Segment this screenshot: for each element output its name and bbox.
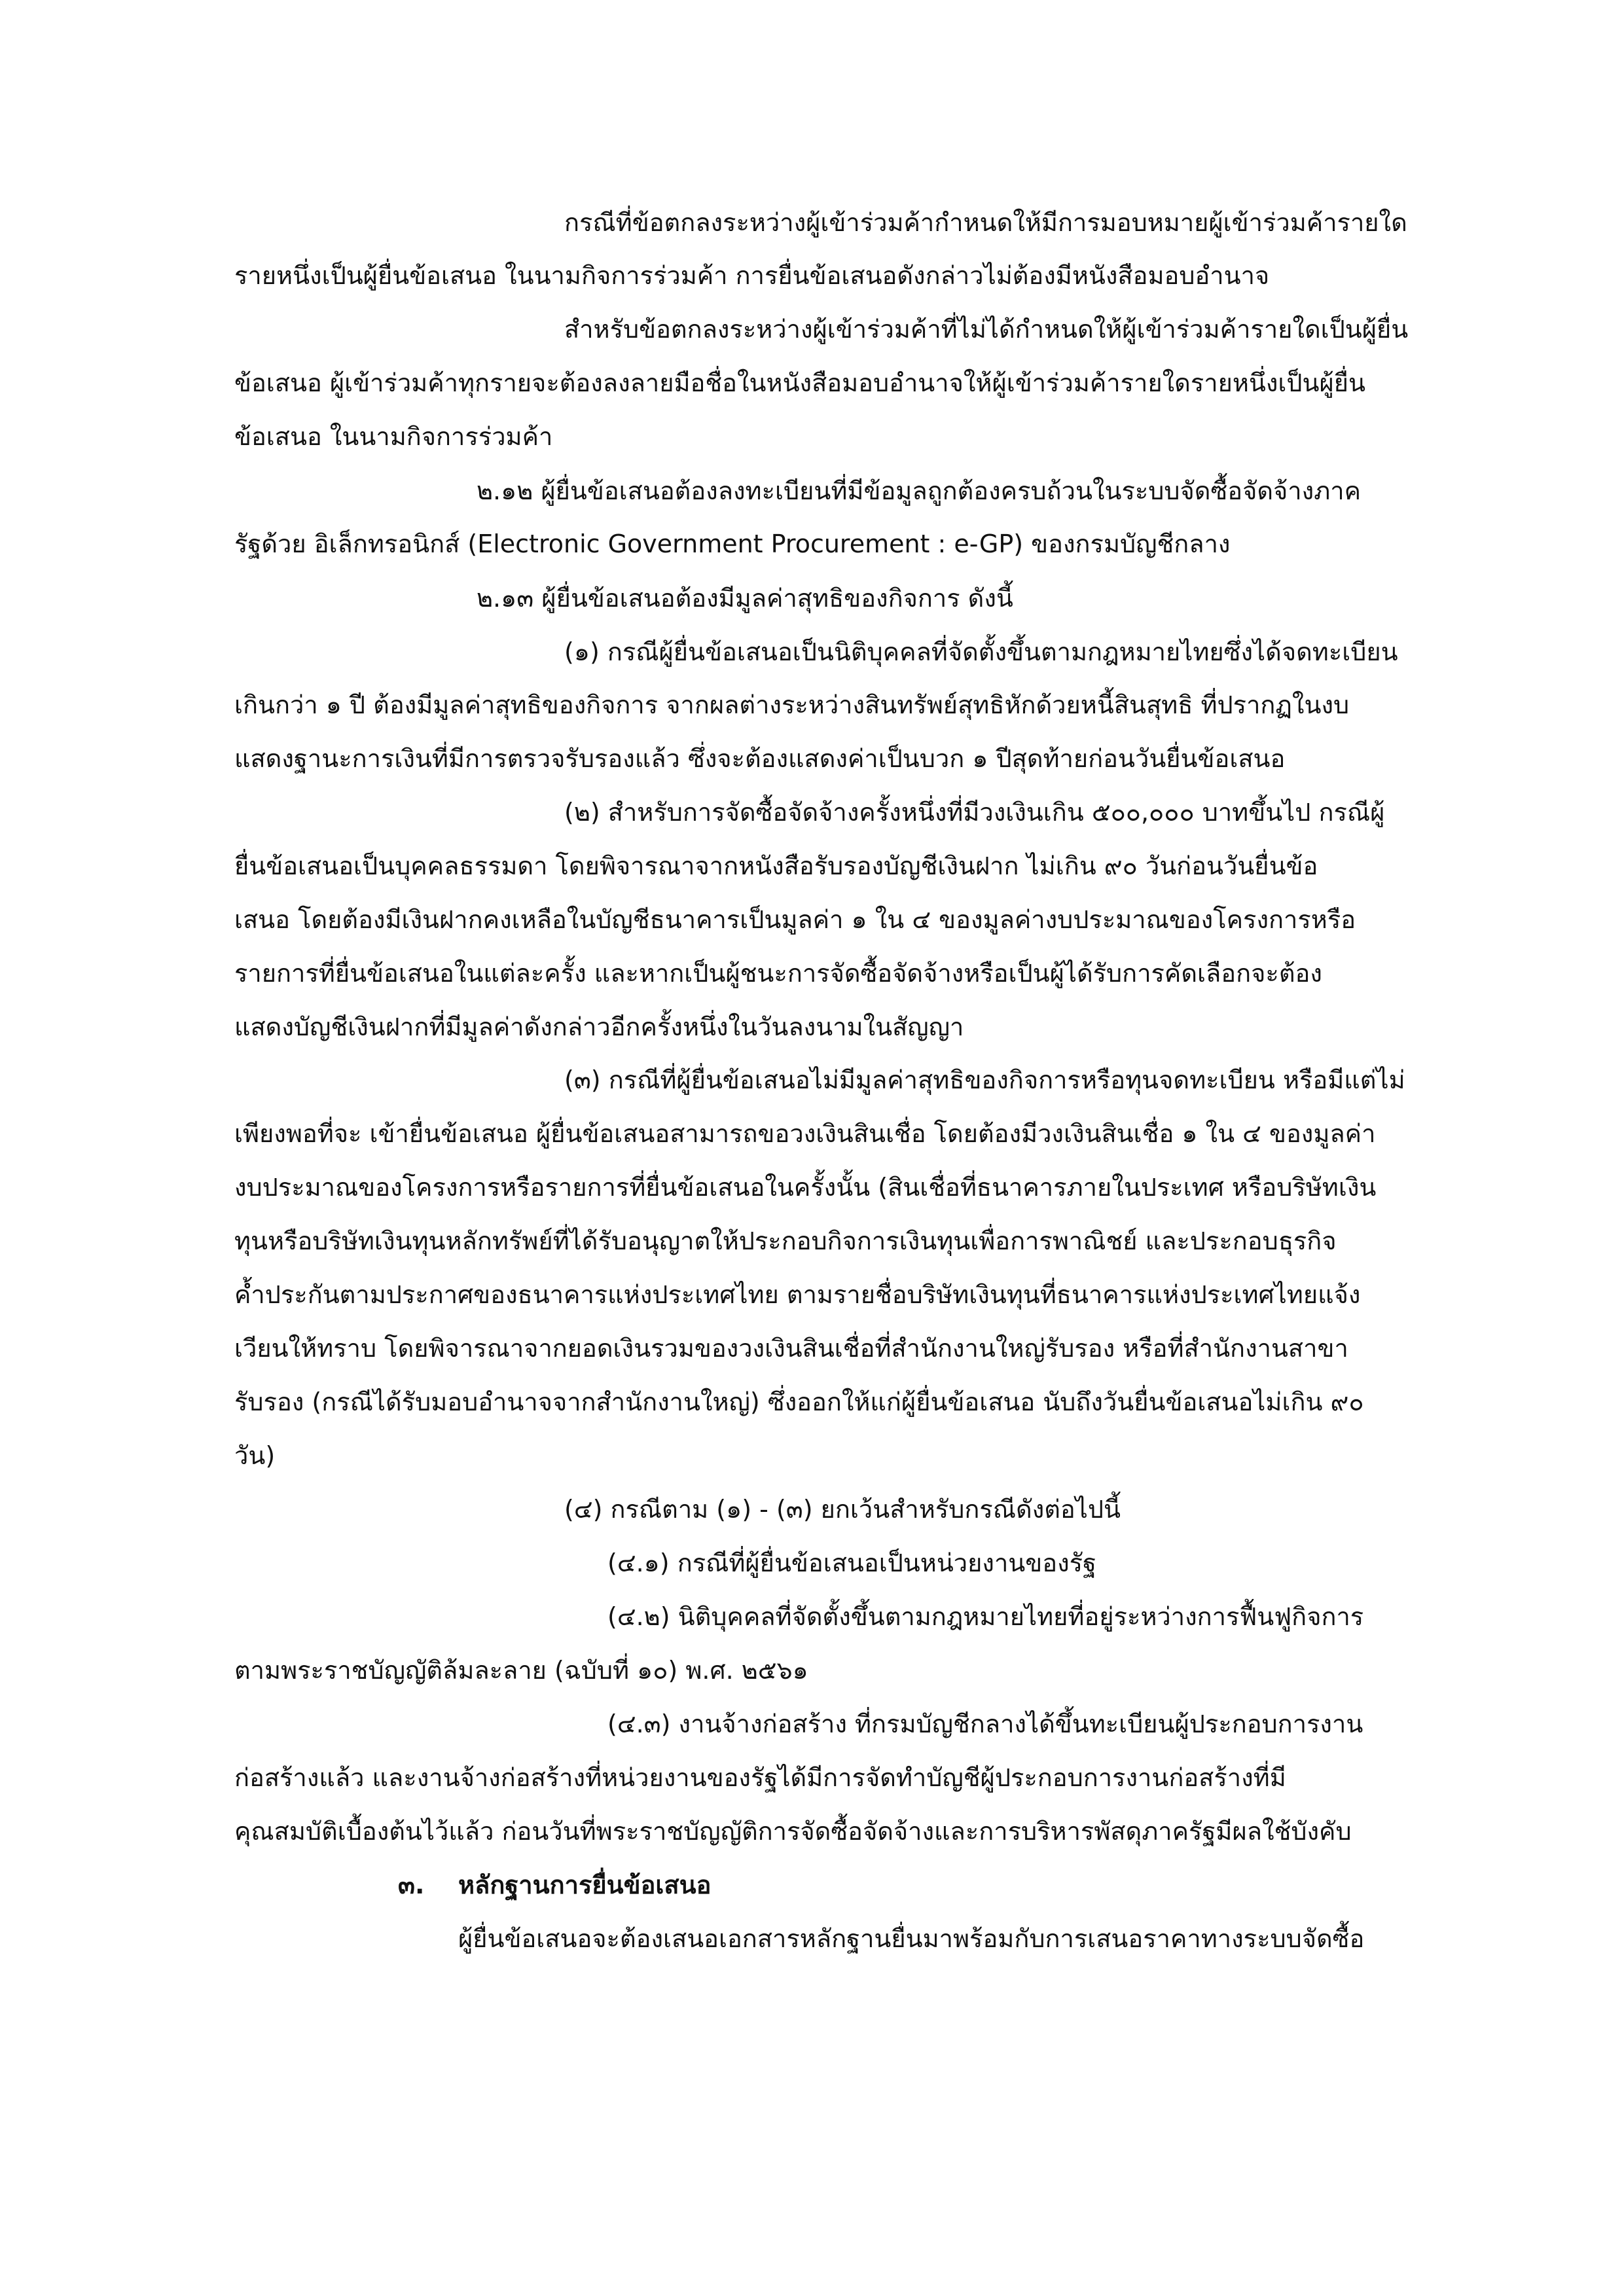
paragraph-line: งบประมาณของโครงการหรือรายการที่ยื่นข้อเสนอในครั้งนั้น (สินเชื่อที่ธนาคารภายในประเทศ หรือบริษัทเงิน xyxy=(234,1173,1377,1202)
paragraph-line: (๒) สำหรับการจัดซื้อจัดจ้างครั้งหนึ่งที่มีวงเงินเกิน ๕๐๐,๐๐๐ บาทขึ้นไป กรณีผู้ xyxy=(564,798,1385,827)
paragraph-line: ข้อเสนอ ผู้เข้าร่วมค้าทุกรายจะต้องลงลายมือชื่อในหนังสือมอบอำนาจให้ผู้เข้าร่วมค้ารายใดรายหนึ่งเป็นผู้ยื่น xyxy=(234,368,1366,397)
paragraph-line: แสดงบัญชีเงินฝากที่มีมูลค่าดังกล่าวอีกครั้งหนึ่งในวันลงนามในสัญญา xyxy=(234,1013,964,1041)
paragraph-line: เสนอ โดยต้องมีเงินฝากคงเหลือในบัญชีธนาคารเป็นมูลค่า ๑ ใน ๔ ของมูลค่างบประมาณของโครงการหรือ xyxy=(234,905,1356,934)
paragraph-line: รายหนึ่งเป็นผู้ยื่นข้อเสนอ ในนามกิจการร่วมค้า การยื่นข้อเสนอดังกล่าวไม่ต้องมีหนังสือมอบอำนาจ xyxy=(234,261,1270,290)
paragraph-line: วัน) xyxy=(234,1441,276,1470)
paragraph-line: ยื่นข้อเสนอเป็นบุคคลธรรมดา โดยพิจารณาจากหนังสือรับรองบัญชีเงินฝาก ไม่เกิน ๙๐ วันก่อนวันยื่นข้อ xyxy=(234,852,1318,880)
paragraph-line: (๔.๑) กรณีที่ผู้ยื่นข้อเสนอเป็นหน่วยงานของรัฐ xyxy=(607,1549,1097,1577)
paragraph-line: คุณสมบัติเบื้องต้นไว้แล้ว ก่อนวันที่พระราชบัญญัติการจัดซื้อจัดจ้างและการบริหารพัสดุภาครัฐมีผลใช้บังคับ xyxy=(234,1817,1352,1846)
paragraph-line: ผู้ยื่นข้อเสนอจะต้องเสนอเอกสารหลักฐานยื่นมาพร้อมกับการเสนอราคาทางระบบจัดซื้อ xyxy=(458,1924,1365,1953)
paragraph-line: รับรอง (กรณีได้รับมอบอำนาจจากสำนักงานใหญ่) ซึ่งออกให้แก่ผู้ยื่นข้อเสนอ นับถึงวันยื่นข้อเสนอไม่เกิน ๙๐ xyxy=(234,1388,1364,1416)
paragraph-line: ทุนหรือบริษัทเงินทุนหลักทรัพย์ที่ได้รับอนุญาตให้ประกอบกิจการเงินทุนเพื่อการพาณิชย์ และประกอบธุรกิจ xyxy=(234,1227,1337,1255)
paragraph-line: (๑) กรณีผู้ยื่นข้อเสนอเป็นนิติบุคคลที่จัดตั้งขึ้นตามกฎหมายไทยซึ่งได้จดทะเบียน xyxy=(564,637,1398,666)
paragraph-line: (๔.๒) นิติบุคคลที่จัดตั้งขึ้นตามกฎหมายไทยที่อยู่ระหว่างการฟื้นฟูกิจการ xyxy=(607,1602,1364,1631)
section-heading: หลักฐานการยื่นข้อเสนอ xyxy=(458,1871,712,1899)
paragraph-line: เวียนให้ทราบ โดยพิจารณาจากยอดเงินรวมของวงเงินสินเชื่อที่สำนักงานใหญ่รับรอง หรือที่สำนักงานสาขา xyxy=(234,1334,1348,1363)
clause-2-13: ๒.๑๓ ผู้ยื่นข้อเสนอต้องมีมูลค่าสุทธิของกิจการ ดังนี้ xyxy=(477,584,1013,613)
paragraph-line: สำหรับข้อตกลงระหว่างผู้เข้าร่วมค้าที่ไม่ได้กำหนดให้ผู้เข้าร่วมค้ารายใดเป็นผู้ยื่น xyxy=(564,315,1409,344)
paragraph-line: กรณีที่ข้อตกลงระหว่างผู้เข้าร่วมค้ากำหนดให้มีการมอบหมายผู้เข้าร่วมค้ารายใด xyxy=(564,208,1407,237)
paragraph-line: (๔) กรณีตาม (๑) - (๓) ยกเว้นสำหรับกรณีดังต่อไปนี้ xyxy=(564,1495,1121,1524)
paragraph-line: (๓) กรณีที่ผู้ยื่นข้อเสนอไม่มีมูลค่าสุทธิของกิจการหรือทุนจดทะเบียน หรือมีแต่ไม่ xyxy=(564,1066,1405,1094)
paragraph-line: (๔.๓) งานจ้างก่อสร้าง ที่กรมบัญชีกลางได้ขึ้นทะเบียนผู้ประกอบการงาน xyxy=(607,1710,1363,1738)
paragraph-line: รายการที่ยื่นข้อเสนอในแต่ละครั้ง และหากเป็นผู้ชนะการจัดซื้อจัดจ้างหรือเป็นผู้ได้รับการคัดเลือกจะต้อง xyxy=(234,959,1322,988)
paragraph-line: รัฐด้วย อิเล็กทรอนิกส์ (Electronic Government Procurement : e-GP) ของกรมบัญชีกลาง xyxy=(234,529,1231,558)
section-number: ๓. xyxy=(398,1871,425,1899)
paragraph-line: ตามพระราชบัญญัติล้มละลาย (ฉบับที่ ๑๐) พ.ศ. ๒๕๖๑ xyxy=(234,1656,808,1685)
paragraph-line: ก่อสร้างแล้ว และงานจ้างก่อสร้างที่หน่วยงานของรัฐได้มีการจัดทำบัญชีผู้ประกอบการงานก่อสร้างที่มี xyxy=(234,1763,1286,1792)
paragraph-line: ค้ำประกันตามประกาศของธนาคารแห่งประเทศไทย ตามรายชื่อบริษัทเงินทุนที่ธนาคารแห่งประเทศไทยแจ้ง xyxy=(234,1280,1361,1309)
paragraph-line: เพียงพอที่จะ เข้ายื่นข้อเสนอ ผู้ยื่นข้อเสนอสามารถขอวงเงินสินเชื่อ โดยต้องมีวงเงินสินเชื่อ ๑ ใน ๔ ของมูลค่า xyxy=(234,1119,1376,1148)
paragraph-line: แสดงฐานะการเงินที่มีการตรวจรับรองแล้ว ซึ่งจะต้องแสดงค่าเป็นบวก ๑ ปีสุดท้ายก่อนวันยื่นข้อเสนอ xyxy=(234,744,1286,773)
paragraph-line: ข้อเสนอ ในนามกิจการร่วมค้า xyxy=(234,422,553,451)
clause-2-12: ๒.๑๒ ผู้ยื่นข้อเสนอต้องลงทะเบียนที่มีข้อมูลถูกต้องครบถ้วนในระบบจัดซื้อจัดจ้างภาค xyxy=(477,476,1362,505)
paragraph-line: เกินกว่า ๑ ปี ต้องมีมูลค่าสุทธิของกิจการ จากผลต่างระหว่างสินทรัพย์สุทธิหักด้วยหนี้สินสุทธิ ที่ปรากฏในงบ xyxy=(234,691,1350,719)
